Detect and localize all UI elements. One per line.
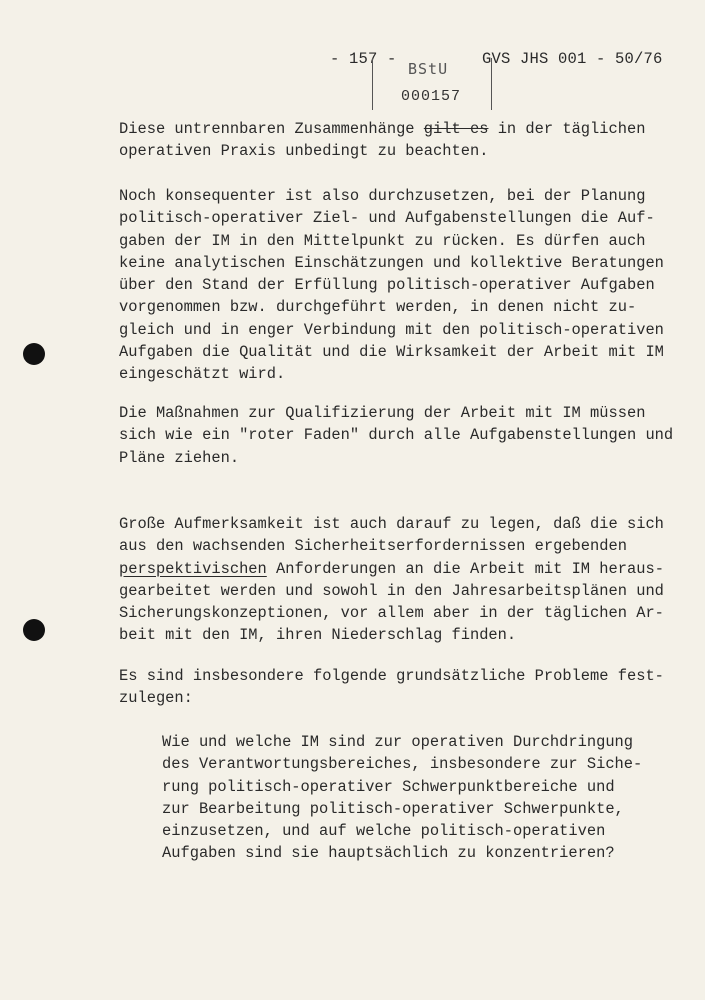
punch-hole-lower — [23, 619, 45, 641]
text-line: des Verantwortungsbereiches, insbesondere zur Siche- — [162, 755, 643, 774]
paragraph-1 — [119, 118, 645, 163]
text-line: Pläne ziehen. — [119, 448, 240, 467]
struck-text: gilt es — [423, 120, 489, 138]
text-line: Aufgaben sind sie hauptsächlich zu konzentrieren? — [162, 844, 615, 863]
punch-hole-upper — [23, 343, 45, 365]
paragraph-4 — [119, 513, 664, 647]
text-line: Es sind insbesondere folgende grundsätzliche Probleme fest- — [119, 667, 664, 685]
text-line: eingeschätzt wird. — [119, 365, 286, 384]
text-line: gaben der IM in den Mittelpunkt zu rücken. Es dürfen auch — [119, 231, 646, 250]
p1-line2: operativen Praxis unbedingt zu beachten. — [119, 142, 489, 161]
text-line: Große Aufmerksamkeit ist auch darauf zu legen, daß die sich — [119, 515, 664, 533]
text-line: einzusetzen, und auf welche politisch-operativen — [162, 822, 606, 841]
text-line: Aufgaben die Qualität und die Wirksamkeit der Arbeit mit IM — [119, 343, 664, 362]
underlined-text: perspektivischen — [119, 559, 267, 578]
text-line: Anforderungen an die Arbeit mit IM heraus- — [266, 559, 664, 578]
stamp-number: 000157 — [401, 88, 462, 105]
text-line: sich wie ein "roter Faden" durch alle Aufgabenstellungen und — [119, 426, 674, 445]
text-line: gearbeitet werden und sowohl in den Jahresarbeitsplänen und — [119, 581, 664, 600]
classification-number: GVS JHS 001 - 50/76 — [482, 50, 663, 68]
text-line: keine analytischen Einschätzungen und kollektive Beratungen — [119, 253, 664, 272]
text-line: gleich und in enger Verbindung mit den politisch-operativen — [119, 320, 664, 339]
text-line: politisch-operativer Ziel- und Aufgabenstellungen die Auf- — [119, 209, 655, 228]
text-line: Sicherungskonzeptionen, vor allem aber in der täglichen Ar- — [119, 604, 664, 623]
stamp-organization: BStU — [408, 60, 449, 78]
text-line: zur Bearbeitung politisch-operativer Schwerpunkte, — [162, 799, 624, 818]
p1-line1-before: Diese untrennbaren Zusammenhänge — [119, 120, 424, 138]
text-line: vorgenommen bzw. durchgeführt werden, in denen nicht zu- — [119, 298, 637, 317]
text-line: Wie und welche IM sind zur operativen Durchdringung — [162, 733, 634, 751]
paragraph-2 — [119, 185, 664, 386]
paragraph-3 — [119, 402, 673, 469]
text-line: rung politisch-operativer Schwerpunktbereiche und — [162, 777, 615, 796]
paragraph-5 — [119, 665, 664, 710]
text-line: Die Maßnahmen zur Qualifizierung der Arbeit mit IM müssen — [119, 404, 646, 422]
archive-stamp — [372, 58, 492, 110]
text-line: beit mit den IM, ihren Niederschlag finden. — [119, 626, 517, 645]
page-number: - 157 - — [330, 50, 397, 68]
text-line: über den Stand der Erfüllung politisch-operativer Aufgaben — [119, 276, 655, 295]
text-line: Noch konsequenter ist also durchzusetzen, bei der Planung — [119, 187, 646, 205]
p1-line1-after: in der täglichen — [488, 120, 646, 138]
text-line: aus den wachsenden Sicherheitserfordernissen ergebenden — [119, 537, 627, 556]
paragraph-6-question — [162, 731, 642, 865]
text-line: zulegen: — [119, 689, 193, 708]
